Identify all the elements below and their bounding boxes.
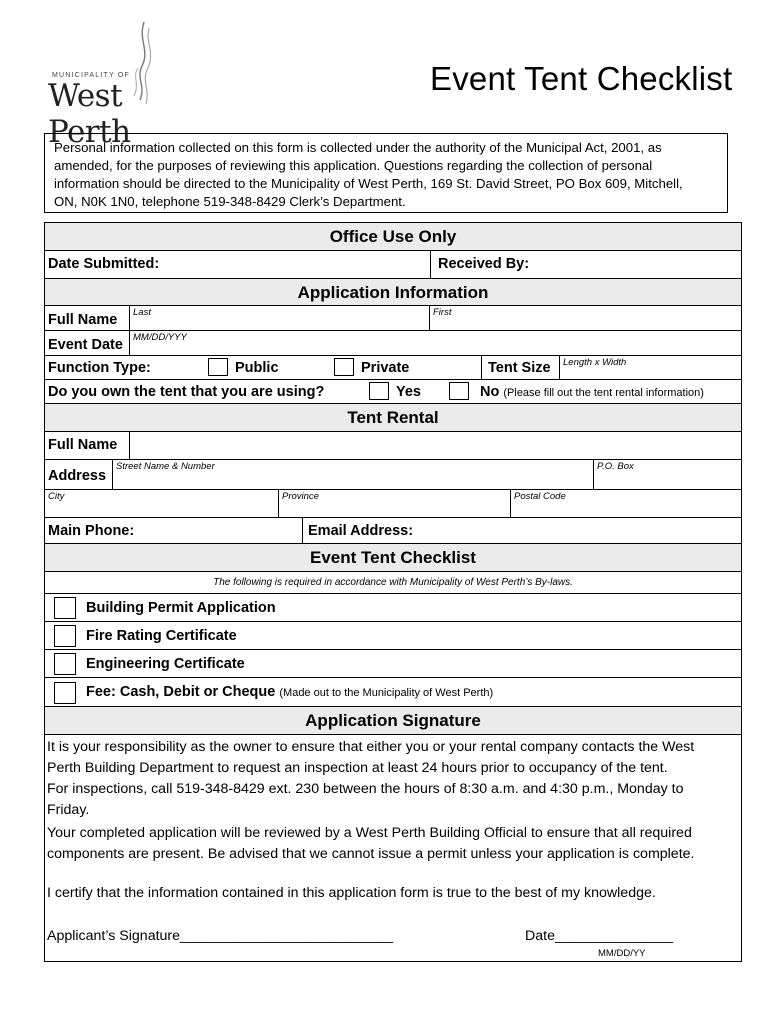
province-hint: Province: [282, 491, 319, 502]
address-label: Address: [48, 468, 107, 484]
event-date-hint: MM/DD/YYY: [133, 332, 187, 343]
own-tent-question: Do you own the tent that you are using?: [48, 384, 325, 400]
fee-label: Fee: Cash, Debit or Cheque: [86, 684, 276, 700]
divider: [129, 432, 130, 459]
divider: [429, 306, 430, 330]
divider: [559, 356, 560, 379]
paragraph-line: Perth Building Department to request an inspection at least 24 hours prior to occupancy of the tent.: [47, 760, 668, 776]
main-phone-label: Main Phone:: [48, 523, 135, 539]
email-label: Email Address:: [308, 523, 414, 539]
signature-date-line[interactable]: Date_______________: [525, 928, 674, 944]
applicant-signature-line[interactable]: Applicant’s Signature___________________________: [47, 928, 394, 944]
checklist-item: [45, 622, 741, 650]
logo-name: West Perth: [48, 78, 131, 150]
checklist-note: The following is required in accordance with Municipality of West Perth’s By-laws.: [213, 577, 573, 588]
first-name-hint: First: [433, 307, 452, 318]
divider: [430, 251, 431, 278]
checklist-item-label: Fire Rating Certificate: [86, 628, 237, 644]
tent-rental-heading: Tent Rental: [45, 404, 741, 432]
divider: [112, 460, 113, 489]
signature-heading: Application Signature: [45, 707, 741, 735]
office-use-heading: Office Use Only: [45, 223, 741, 251]
privacy-line: Personal information collected on this form is collected under the authority of the Municipal Act, 2001, as: [54, 140, 662, 155]
certify-statement: I certify that the information contained in this application form is true to the best of my knowledge.: [47, 885, 656, 901]
public-checkbox[interactable]: [208, 358, 228, 376]
fire-rating-checkbox[interactable]: [54, 625, 76, 647]
engineering-cert-checkbox[interactable]: [54, 653, 76, 675]
page-title: Event Tent Checklist: [430, 60, 733, 97]
yes-checkbox[interactable]: [369, 382, 389, 400]
privacy-notice: [44, 133, 728, 213]
checklist-item-label: Engineering Certificate: [86, 656, 245, 672]
phone-email-row[interactable]: [45, 518, 741, 544]
checklist-item-label: Building Permit Application: [86, 600, 276, 616]
fee-note: (Made out to the Municipality of West Perth): [279, 687, 494, 699]
privacy-line: amended, for the purposes of reviewing this application. Questions regarding the collection of personal: [54, 158, 653, 173]
last-name-hint: Last: [133, 307, 151, 318]
building-permit-checkbox[interactable]: [54, 597, 76, 619]
municipality-logo: [46, 20, 186, 150]
divider: [302, 518, 303, 543]
divider: [278, 490, 279, 517]
paragraph-line: For inspections, call 519-348-8429 ext. 230 between the hours of 8:30 a.m. and 4:30 p.m., Monday to: [47, 781, 684, 797]
no-label: [480, 384, 704, 400]
office-use-row: [45, 251, 741, 279]
divider: [510, 490, 511, 517]
divider: [129, 331, 130, 355]
tent-size-hint: Length x Width: [563, 357, 627, 368]
paragraph-line: components are present. Be advised that we cannot issue a permit unless your application is complete.: [47, 846, 695, 862]
full-name-label: Full Name: [48, 312, 118, 328]
no-checkbox[interactable]: [449, 382, 469, 400]
private-label: Private: [361, 360, 410, 376]
responsibility-paragraph: [47, 737, 741, 821]
paragraph-line: Your completed application will be reviewed by a West Perth Building Official to ensure that all required: [47, 825, 692, 841]
application-form: [44, 222, 742, 962]
city-row[interactable]: [45, 490, 741, 518]
rental-full-name-row[interactable]: [45, 432, 741, 460]
signature-date-hint: MM/DD/YY: [598, 948, 646, 959]
privacy-line: information should be directed to the Municipality of West Perth, 169 St. David Street, PO Box 609, Mitchell,: [54, 176, 683, 191]
divider: [481, 356, 482, 379]
paragraph-line: Friday.: [47, 802, 90, 818]
private-checkbox[interactable]: [334, 358, 354, 376]
function-type-row: [45, 356, 741, 380]
postal-code-hint: Postal Code: [514, 491, 566, 502]
checklist-item: [45, 678, 741, 707]
checklist-item: [45, 650, 741, 678]
privacy-line: ON, N0K 1N0, telephone 519-348-8429 Clerk’s Department.: [54, 194, 406, 209]
divider: [129, 306, 130, 330]
event-date-label: Event Date: [48, 337, 123, 353]
no-text: No: [480, 384, 500, 400]
full-name-row[interactable]: [45, 306, 741, 331]
function-type-label: Function Type:: [48, 360, 151, 376]
tent-size-label: Tent Size: [488, 360, 551, 376]
street-hint: Street Name & Number: [116, 461, 215, 472]
yes-label: Yes: [396, 384, 421, 400]
city-hint: City: [48, 491, 65, 502]
address-row[interactable]: [45, 460, 741, 490]
checklist-item-label: [86, 684, 493, 700]
review-paragraph: [47, 823, 741, 865]
application-info-heading: Application Information: [45, 279, 741, 306]
divider: [593, 460, 594, 489]
checklist-heading: Event Tent Checklist: [45, 544, 741, 572]
rental-full-name-label: Full Name: [48, 437, 118, 453]
logo-small-text: MUNICIPALITY OF: [52, 72, 131, 79]
checklist-item: [45, 594, 741, 622]
event-date-row[interactable]: [45, 331, 741, 356]
date-submitted-label: Date Submitted:: [48, 256, 160, 272]
no-note: (Please fill out the tent rental information): [503, 387, 704, 399]
public-label: Public: [235, 360, 279, 376]
paragraph-line: It is your responsibility as the owner to ensure that either you or your rental company contacts the West: [47, 739, 695, 755]
po-box-hint: P.O. Box: [597, 461, 634, 472]
fee-checkbox[interactable]: [54, 682, 76, 704]
received-by-label: Received By:: [438, 256, 530, 272]
checklist-note-row: [45, 572, 741, 594]
own-tent-row: [45, 380, 741, 404]
